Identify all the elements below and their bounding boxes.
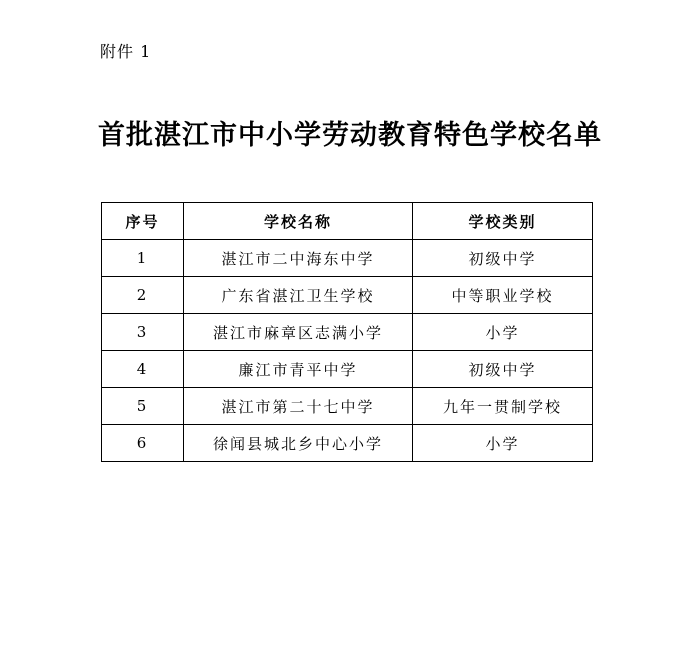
table-row xyxy=(102,351,593,388)
cell-serial-number: 2 xyxy=(102,277,184,314)
table-row xyxy=(102,277,593,314)
cell-school-name: 徐闻县城北乡中心小学 xyxy=(184,425,413,462)
cell-serial-number: 3 xyxy=(102,314,184,351)
cell-serial-number: 4 xyxy=(102,351,184,388)
cell-serial-number: 6 xyxy=(102,425,184,462)
cell-serial-number: 5 xyxy=(102,388,184,425)
header-school-type: 学校类别 xyxy=(413,203,593,240)
header-serial-number: 序号 xyxy=(102,203,184,240)
attachment-label: 附件 1 xyxy=(100,42,152,61)
school-list-table xyxy=(101,202,593,462)
table-header-row xyxy=(102,203,593,240)
cell-school-type: 初级中学 xyxy=(413,240,593,277)
table-row xyxy=(102,425,593,462)
table-row xyxy=(102,240,593,277)
cell-school-type: 中等职业学校 xyxy=(413,277,593,314)
cell-school-type: 小学 xyxy=(413,314,593,351)
cell-school-type: 初级中学 xyxy=(413,351,593,388)
table-row xyxy=(102,388,593,425)
cell-school-name: 湛江市麻章区志满小学 xyxy=(184,314,413,351)
cell-school-name: 广东省湛江卫生学校 xyxy=(184,277,413,314)
cell-serial-number: 1 xyxy=(102,240,184,277)
cell-school-name: 湛江市二中海东中学 xyxy=(184,240,413,277)
cell-school-name: 湛江市第二十七中学 xyxy=(184,388,413,425)
cell-school-type: 小学 xyxy=(413,425,593,462)
cell-school-name: 廉江市青平中学 xyxy=(184,351,413,388)
document-title: 首批湛江市中小学劳动教育特色学校名单 xyxy=(98,120,602,151)
table-row xyxy=(102,314,593,351)
cell-school-type: 九年一贯制学校 xyxy=(413,388,593,425)
header-school-name: 学校名称 xyxy=(184,203,413,240)
